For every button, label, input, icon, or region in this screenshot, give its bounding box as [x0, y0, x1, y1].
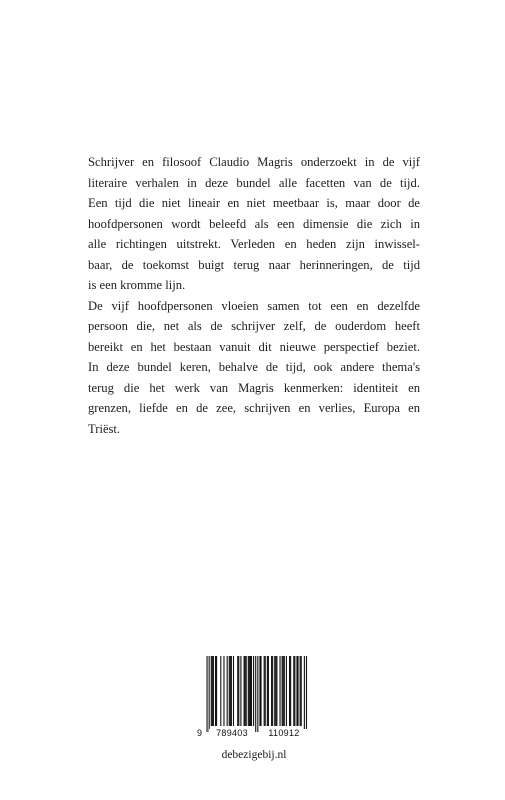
- barcode-bar: [271, 656, 272, 726]
- barcode-bar: [212, 656, 213, 726]
- blurb-line: Schrijver en filosoof Claudio Magris onderzoekt in de vijf: [88, 155, 420, 169]
- barcode-bar: [253, 656, 254, 726]
- barcode-bar: [272, 656, 273, 726]
- barcode-bar: [259, 656, 260, 726]
- barcode-bar: [296, 656, 297, 726]
- barcode-bar: [229, 656, 230, 726]
- barcode-bar: [301, 656, 302, 726]
- barcode-bar: [290, 656, 291, 726]
- isbn-group-right: 110912: [261, 729, 307, 738]
- blurb-line: grenzen, liefde en de zee, schrijven en verlies, Europa en: [88, 401, 420, 415]
- blurb-line: terug die het werk van Magris kenmerken: identiteit en: [88, 380, 420, 395]
- blurb-line: baar, de toekomst buigt terug naar herinneringen, de tijd: [88, 257, 420, 272]
- barcode-bar: [207, 656, 208, 732]
- isbn-group-left: 789403: [209, 729, 255, 738]
- barcode-bar: [213, 656, 214, 726]
- barcode-bar: [300, 656, 301, 726]
- barcode-bar: [238, 656, 239, 726]
- blurb-line: hoofdpersonen wordt beleefd als een dimensie die zich in: [88, 216, 420, 231]
- barcode-bar: [282, 656, 283, 726]
- publisher-website: debezigebij.nl: [221, 749, 287, 761]
- barcode-bar: [231, 656, 232, 726]
- barcode-bar: [227, 656, 228, 726]
- blurb-line: In deze bundel keren, behalve de tijd, ook andere thema's: [88, 360, 420, 374]
- blurb-line: alle richtingen uitstrekt. Verleden en heden zijn inwissel-: [88, 237, 420, 251]
- barcode-bar: [264, 656, 265, 726]
- barcode-bar: [230, 656, 231, 726]
- barcode-bar: [244, 656, 245, 726]
- barcode-bar: [250, 656, 251, 726]
- blurb-line: De vijf hoofdpersonen vloeien samen tot een en dezelfde: [88, 298, 420, 313]
- barcode-bar: [223, 656, 224, 726]
- barcode-bar: [245, 656, 246, 726]
- barcode-bar: [211, 656, 212, 726]
- blurb-line: literaire verhalen in deze bundel alle facetten van de tijd.: [88, 175, 420, 190]
- isbn-digits: [199, 726, 309, 738]
- barcode-bar: [246, 656, 247, 726]
- barcode-bar: [267, 656, 268, 726]
- blurb-line: bereikt en het bestaan vanuit dit nieuwe perspectief beziet.: [88, 339, 420, 354]
- barcode-bars: [199, 656, 309, 732]
- barcode-bar: [249, 656, 250, 726]
- isbn-barcode: [197, 656, 309, 738]
- back-cover-blurb: [88, 152, 420, 439]
- barcode-bar: [283, 656, 284, 726]
- barcode-bar: [265, 656, 266, 726]
- barcode-bar: [220, 656, 221, 726]
- barcode-bar: [257, 656, 258, 732]
- barcode-bar: [240, 656, 241, 726]
- barcode-bar: [276, 656, 277, 726]
- barcode-bar: [274, 656, 275, 726]
- barcode-bar: [260, 656, 261, 726]
- barcode-bar: [306, 656, 307, 732]
- barcode-bar: [215, 656, 216, 726]
- barcode-bar: [279, 656, 280, 726]
- barcode-bar: [275, 656, 276, 726]
- barcode-bar: [255, 656, 256, 732]
- blurb-line: is een kromme lijn.: [88, 278, 186, 292]
- barcode-bar: [268, 656, 269, 726]
- blurb-line: Triëst.: [88, 421, 121, 436]
- barcode-bar: [297, 656, 298, 726]
- barcode-bar: [286, 656, 287, 726]
- barcode-bar: [304, 656, 305, 732]
- barcode-bar: [233, 656, 234, 726]
- barcode-bar: [248, 656, 249, 726]
- barcode-bar: [251, 656, 252, 726]
- barcode-bar: [237, 656, 238, 726]
- isbn-lead-digit: 9: [197, 729, 205, 738]
- barcode-bar: [209, 656, 210, 732]
- barcode-bar: [284, 656, 285, 726]
- blurb-line: Een tijd die niet lineair en niet meetbaar is, maar door de: [88, 196, 420, 210]
- barcode-bar: [294, 656, 295, 726]
- barcode-bar: [289, 656, 290, 726]
- barcode-bar: [216, 656, 217, 726]
- blurb-line: persoon die, net als de schrijver zelf, de ouderdom heeft: [88, 319, 420, 333]
- barcode-bar: [293, 656, 294, 726]
